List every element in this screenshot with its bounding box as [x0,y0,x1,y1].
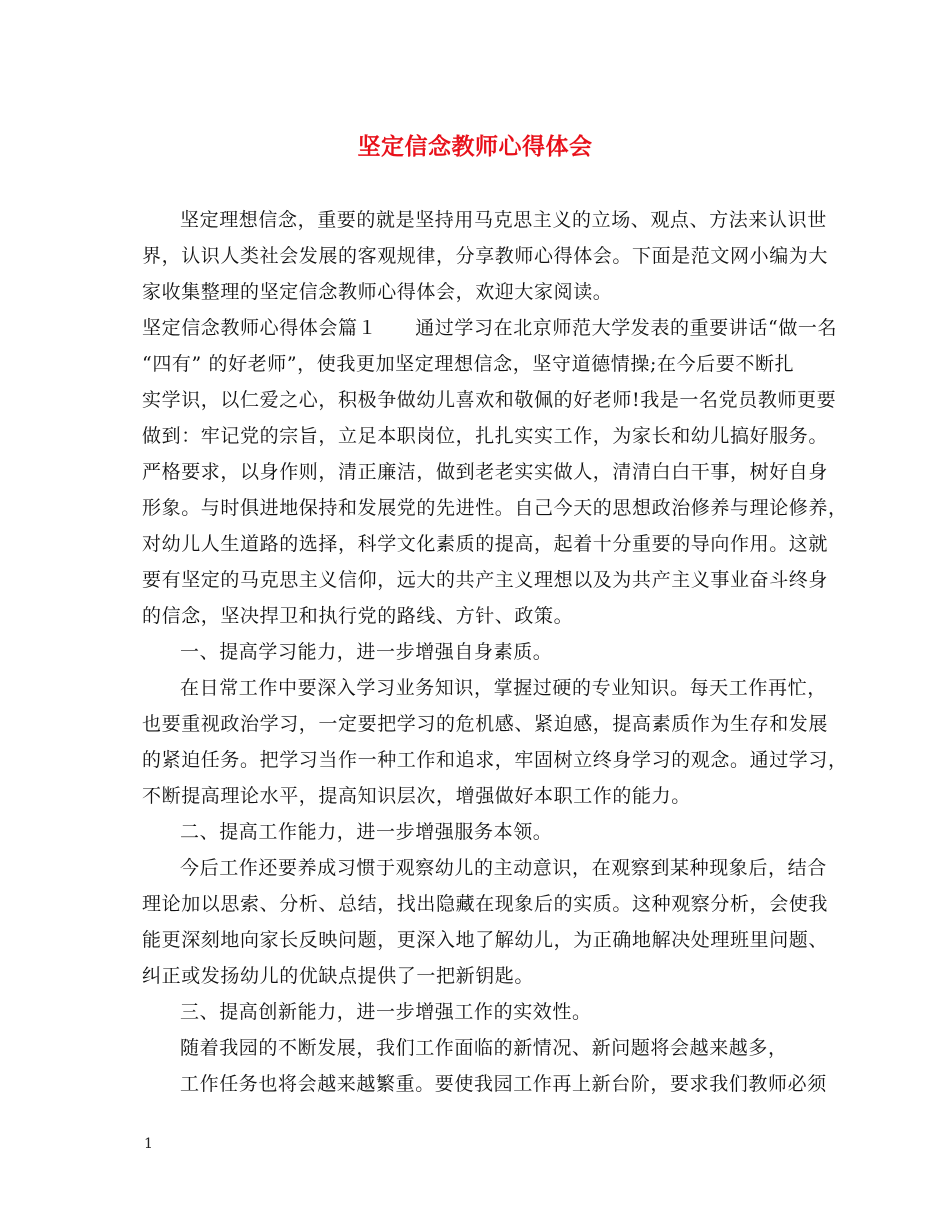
body-line-7: 实学识，以仁爱之心，积极争做幼儿喜欢和敬佩的好老师!我是一名党员教师更要 [142,389,837,411]
body-line-18: 不断提高理论水平，提高知识层次，增强做好本职工作的能力。 [142,785,691,807]
body-line-8: 做到：牢记党的宗旨，立足本职岗位，扎扎实实工作，为家长和幼儿搞好服务。 [142,425,829,447]
section-first-text: 通过学习在北京师范大学发表的重要讲话“做一名 [415,317,838,339]
page-number: 1 [144,1136,153,1152]
body-line-2: 界，认识人类社会发展的客观规律，分享教师心得体会。下面是范文网小编为大 [142,245,829,267]
body-line-25: 随着我园的不断发展，我们工作面临的新情况、新问题将会越来越多， [180,1037,788,1059]
section-heading: 坚定信念教师心得体会篇１ [142,317,378,339]
body-line-15: 在日常工作中要深入学习业务知识，掌握过硬的专业知识。每天工作再忙， [180,677,827,699]
subheading-3: 三、提高创新能力，进一步增强工作的实效性。 [180,1001,592,1023]
body-line-23: 纠正或发扬幼儿的优缺点提供了一把新钥匙。 [142,965,535,987]
body-line-1: 坚定理想信念，重要的就是坚持用马克思主义的立场、观点、方法来认识世 [180,209,827,231]
body-line-22: 能更深刻地向家长反映问题，更深入地了解幼儿，为正确地解决处理班里问题、 [142,929,829,951]
body-line-20: 今后工作还要养成习惯于观察幼儿的主动意识，在观察到某种现象后，结合 [180,857,827,879]
body-line-17: 的紧迫任务。把学习当作一种工作和追求，牢固树立终身学习的观念。通过学习， [142,749,848,771]
subheading-2: 二、提高工作能力，进一步增强服务本领。 [180,821,553,843]
body-line-13: 的信念，坚决捍卫和执行党的路线、方针、政策。 [142,605,574,627]
body-line-6: “四有” 的好老师”，使我更加坚定理想信念，坚守道德情操;在今后要不断扎 [142,353,795,375]
body-line-26: 工作任务也将会越来越繁重。要使我园工作再上新台阶，要求我们教师必须 [180,1073,827,1095]
body-line-12: 要有坚定的马克思主义信仰，远大的共产主义理想以及为共产主义事业奋斗终身 [142,569,829,591]
body-line-9: 严格要求，以身作则，清正廉洁，做到老老实实做人，清清白白干事，树好自身 [142,461,829,483]
body-line-10: 形象。与时俱进地保持和发展党的先进性。自己今天的思想政治修养与理论修养， [142,497,848,519]
body-line-16: 也要重视政治学习，一定要把学习的危机感、紧迫感，提高素质作为生存和发展 [142,713,829,735]
document-title: 坚定信念教师心得体会 [357,133,593,160]
subheading-1: 一、提高学习能力，进一步增强自身素质。 [180,641,553,663]
body-line-11: 对幼儿人生道路的选择，科学文化素质的提高，起着十分重要的导向作用。这就 [142,533,829,555]
body-line-3: 家收集整理的坚定信念教师心得体会，欢迎大家阅读。 [142,281,613,303]
body-line-21: 理论加以思索、分析、总结，找出隐藏在现象后的实质。这种观察分析，会使我 [142,893,829,915]
section-heading-line [142,312,837,344]
